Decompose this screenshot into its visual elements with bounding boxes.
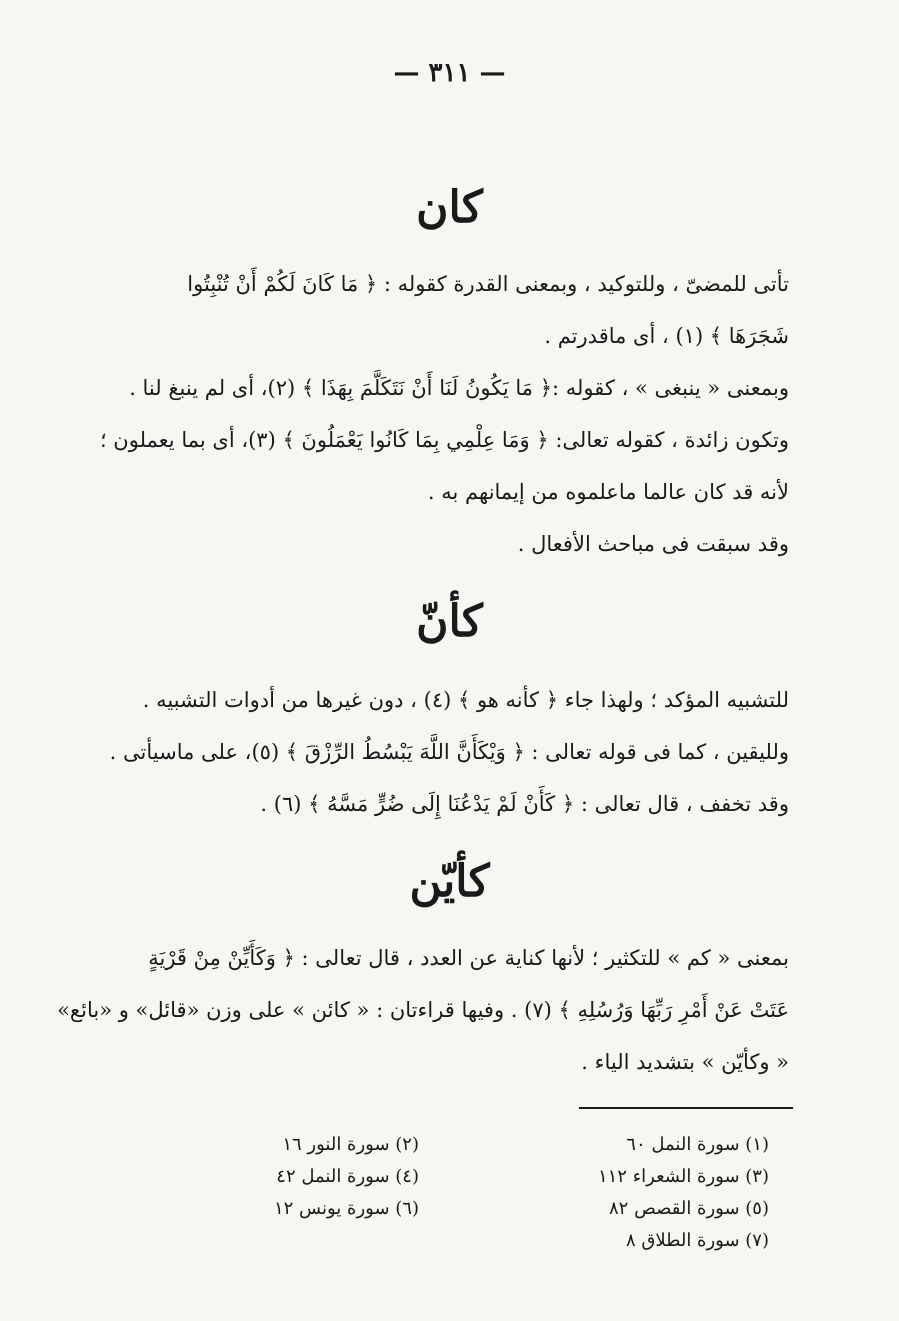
text-line: « وكأيّن » بتشديد الياء . bbox=[581, 1050, 789, 1074]
section-body-kana bbox=[99, 258, 789, 570]
footnote-7: (٧) سورة الطلاق ٨ bbox=[625, 1230, 769, 1251]
text-line: تأتى للمضىّ ، وللتوكيد ، وبمعنى القدرة كقوله : ﴿ مَا كَانَ لَكُمْ أَنْ تُنْبِتُوا bbox=[187, 272, 789, 296]
footnote-3: (٣) سورة الشعراء ١١٢ bbox=[597, 1166, 769, 1187]
text-line: وتكون زائدة ، كقوله تعالى: ﴿ وَمَا عِلْمِي بِمَا كَانُوا يَعْمَلُونَ ﴾ (٣)، أى بما يعملون ؛ bbox=[99, 428, 789, 452]
text-line: لأنه قد كان عالما ماعلموه من إيمانهم به . bbox=[427, 480, 789, 504]
page-number: — ٣١١ — bbox=[393, 58, 506, 88]
text-line: وقد سبقت فى مباحث الأفعال . bbox=[517, 532, 789, 556]
section-heading-kana: كان bbox=[416, 182, 483, 233]
text-line: شَجَرَهَا ﴾ (١) ، أى ماقدرتم . bbox=[544, 324, 789, 348]
footnote-4: (٤) سورة النمل ٤٢ bbox=[276, 1166, 419, 1187]
text-line: للتشبيه المؤكد ؛ ولهذا جاء ﴿ كأنه هو ﴾ (٤) ، دون غيرها من أدوات التشبيه . bbox=[142, 688, 789, 712]
text-line: وقد تخفف ، قال تعالى : ﴿ كَأَنْ لَمْ يَدْعُنَا إِلَى ضُرٍّ مَسَّهُ ﴾ (٦) . bbox=[260, 792, 789, 816]
section-heading-kaayyin: كأيّن bbox=[409, 856, 490, 907]
footnote-6: (٦) سورة يونس ١٢ bbox=[273, 1198, 419, 1219]
footnote-5: (٥) سورة القصص ٨٢ bbox=[609, 1198, 769, 1219]
text-line: وبمعنى « ينبغى » ، كقوله :﴿ مَا يَكُونُ لَنَا أَنْ نَتَكَلَّمَ بِهَذَا ﴾ (٢)، أى لم ينبغ لنا . bbox=[129, 376, 789, 400]
section-body-kaayyin bbox=[57, 932, 789, 1088]
footnote-separator bbox=[579, 1107, 793, 1109]
text-line: بمعنى « كم » للتكثير ؛ لأنها كناية عن العدد ، قال تعالى : ﴿ وَكَأَيِّنْ مِنْ قَرْيَةٍ bbox=[148, 946, 789, 970]
footnote-2: (٢) سورة النور ١٦ bbox=[282, 1134, 419, 1155]
text-line: ولليقين ، كما فى قوله تعالى : ﴿ وَيْكَأَنَّ اللَّهَ يَبْسُطُ الرِّزْقَ ﴾ (٥)، على ماسيأتى . bbox=[109, 740, 789, 764]
section-heading-kaanna: كأنّ bbox=[416, 596, 483, 647]
section-body-kaanna bbox=[109, 674, 789, 830]
text-line: عَتَتْ عَنْ أَمْرِ رَبِّهَا وَرُسُلِهِ ﴾ (٧) . وفيها قراءتان : « كائن » على وزن «قائل» و «بائع» bbox=[57, 998, 789, 1022]
footnote-1: (١) سورة النمل ٦٠ bbox=[626, 1134, 769, 1155]
